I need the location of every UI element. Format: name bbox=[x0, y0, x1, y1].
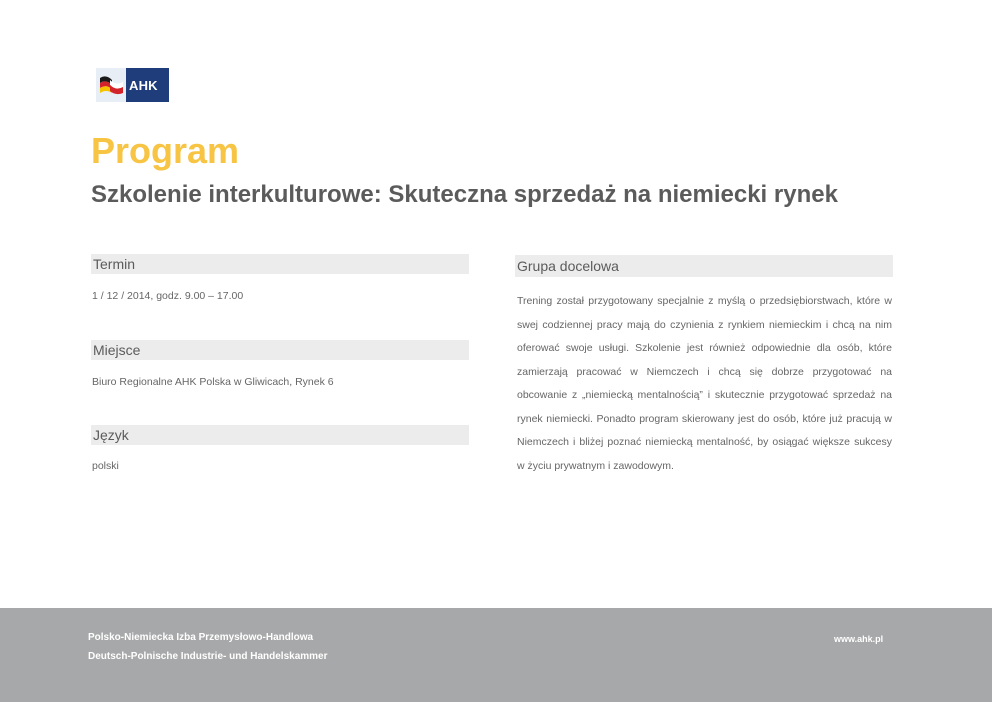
ahk-logo bbox=[96, 68, 169, 102]
page-subtitle: Szkolenie interkulturowe: Skuteczna sprzedaż na niemiecki rynek bbox=[91, 181, 838, 208]
section-text-termin: 1 / 12 / 2014, godz. 9.00 – 17.00 bbox=[92, 290, 244, 302]
flags-icon bbox=[96, 68, 126, 102]
section-heading-jezyk: Język bbox=[91, 425, 469, 445]
section-heading-grupa: Grupa docelowa bbox=[515, 255, 893, 277]
footer bbox=[0, 608, 992, 702]
section-text-grupa: Trening został przygotowany specjalnie z myślą o przedsiębiorstwach, które w swej codziennej pracy mają do czynienia z rynkiem niemieckim i chcą na nim oferować swoje usługi. Szkolenie jest również odpowiednie dla osób, które zamierzają pracować w Niemczech i chcą się dobrze przygotować na obcowanie z „niemiecką mentalnością” i skutecznie przygotować sprzedaż na rynek niemiecki. Ponadto program skierowany jest do osób, które już pracują w Niemczech i bliżej poznać niemiecką mentalność, by osiągać większe sukcesy w życiu prywatnym i zawodowym. bbox=[517, 295, 892, 472]
page-title: Program bbox=[91, 130, 240, 171]
section-heading-termin: Termin bbox=[91, 254, 469, 274]
footer-org-de: Deutsch-Polnische Industrie- und Handelskammer bbox=[88, 651, 328, 662]
section-text-jezyk: polski bbox=[92, 460, 119, 472]
section-heading-miejsce: Miejsce bbox=[91, 340, 469, 360]
logo-text: AHK bbox=[126, 68, 169, 102]
footer-org-pl: Polsko-Niemiecka Izba Przemysłowo-Handlowa bbox=[88, 632, 314, 643]
footer-website-link[interactable]: www.ahk.pl bbox=[834, 634, 884, 644]
section-text-miejsce: Biuro Regionalne AHK Polska w Gliwicach, Rynek 6 bbox=[92, 376, 334, 388]
